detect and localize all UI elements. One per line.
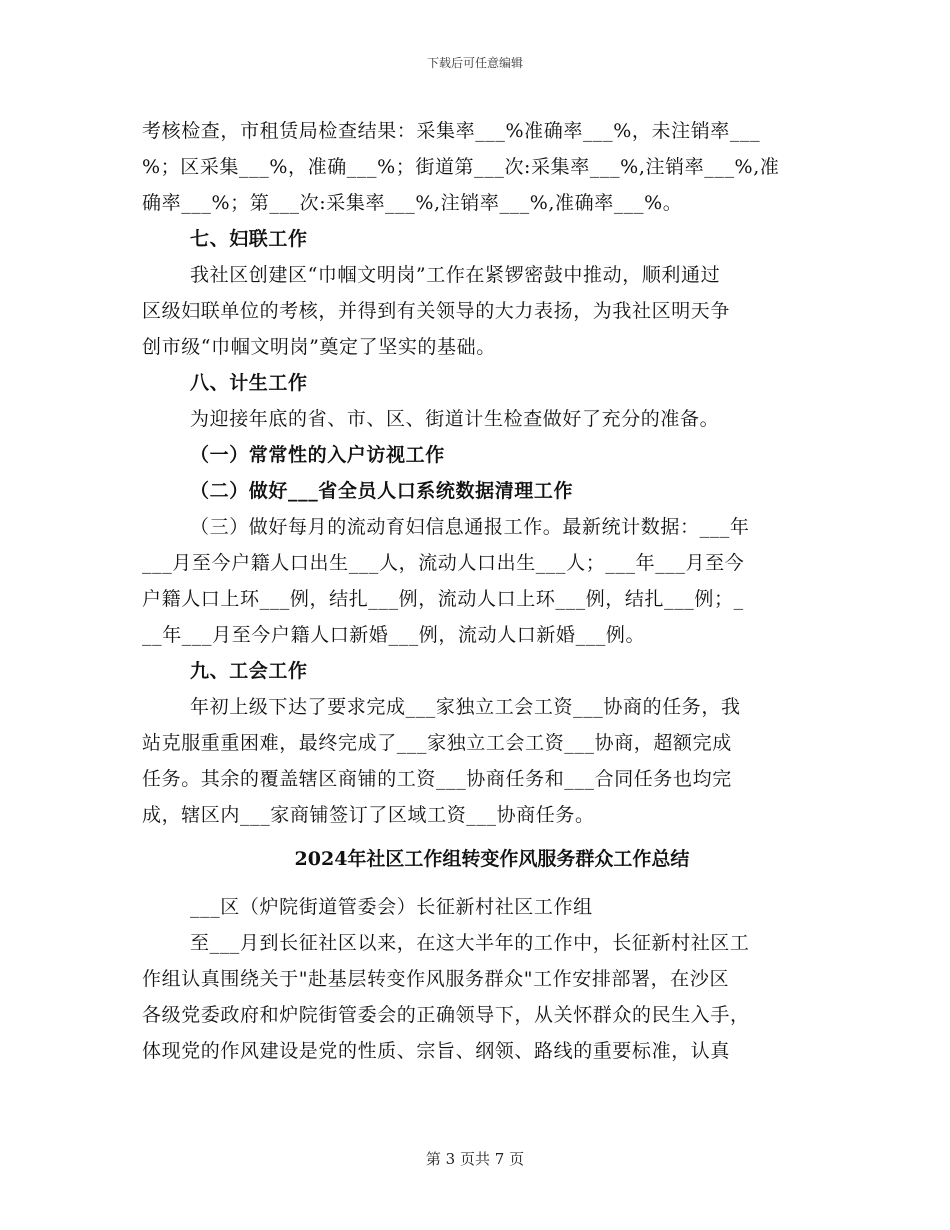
text-line: 体现党的作风建设是党的性质、宗旨、纲领、路线的重要标准，认真 <box>142 1040 731 1062</box>
text-line: 站克服重重困难，最终完成了___家独立工会工资___协商，超额完成 <box>142 732 732 754</box>
page-header: 下载后可任意编辑 <box>426 56 523 70</box>
text-line: 确率___%；第___次:采集率___%,注销率___%,准确率___%。 <box>142 192 683 214</box>
text-line: 年初上级下达了要求完成___家独立工会工资___协商的任务，我 <box>190 696 741 718</box>
text-line: 户籍人口上环___例，结扎___例，流动人口上环___例，结扎___例；_ <box>142 588 744 610</box>
text-line: 考核检查，市租赁局检查结果：采集率___%准确率___%，未注销率___ <box>142 120 761 142</box>
text-line: ___月至今户籍人口出生___人，流动人口出生___人；___年___月至今 <box>142 552 745 574</box>
text-line: 各级党委政府和炉院街管委会的正确领导下，从关怀群众的民生入手， <box>142 1004 750 1026</box>
document-body <box>142 113 822 1069</box>
text-line: 我社区创建区“巾帼文明岗”工作在紧锣密鼓中推动，顺利通过 <box>190 264 721 286</box>
text-line: 至___月到长征社区以来，在这大半年的工作中，长征新村社区工 <box>190 932 750 954</box>
page-footer: 第 3 页共 7 页 <box>425 1150 525 1168</box>
text-line: 任务。其余的覆盖辖区商铺的工资___协商任务和___合同任务也均完 <box>142 768 732 790</box>
section-heading-9: 九、工会工作 <box>190 660 308 682</box>
text-line: %；区采集___%，准确___%；街道第___次:采集率___%,注销率___%,准 <box>142 156 780 178</box>
text-line: 区级妇联单位的考核，并得到有关领导的大力表扬，为我社区明天争 <box>142 300 731 322</box>
text-line: 作组认真围绕关于"赴基层转变作风服务群众"工作安排部署，在沙区 <box>142 968 730 990</box>
organization-line: ___区（炉院街道管委会）长征新村社区工作组 <box>190 896 593 918</box>
subsection-heading-8-2: （二）做好___省全员人口系统数据清理工作 <box>190 480 574 502</box>
text-line: 为迎接年底的省、市、区、街道计生检查做好了充分的准备。 <box>190 408 720 430</box>
text-line: 成，辖区内___家商铺签订了区域工资___协商任务。 <box>142 804 595 826</box>
text-line: __年___月至今户籍人口新婚___例，流动人口新婚___例。 <box>142 624 646 646</box>
section-heading-8: 八、计生工作 <box>190 372 308 394</box>
section-heading-7: 七、妇联工作 <box>190 228 308 250</box>
document-title: 2024年社区工作组转变作风服务群众工作总结 <box>294 848 690 870</box>
text-line: 创市级“巾帼文明岗”奠定了坚实的基础。 <box>142 336 496 358</box>
subsection-heading-8-1: （一）常常性的入户访视工作 <box>190 444 445 466</box>
text-line: （三）做好每月的流动育妇信息通报工作。最新统计数据：___年 <box>190 516 750 538</box>
